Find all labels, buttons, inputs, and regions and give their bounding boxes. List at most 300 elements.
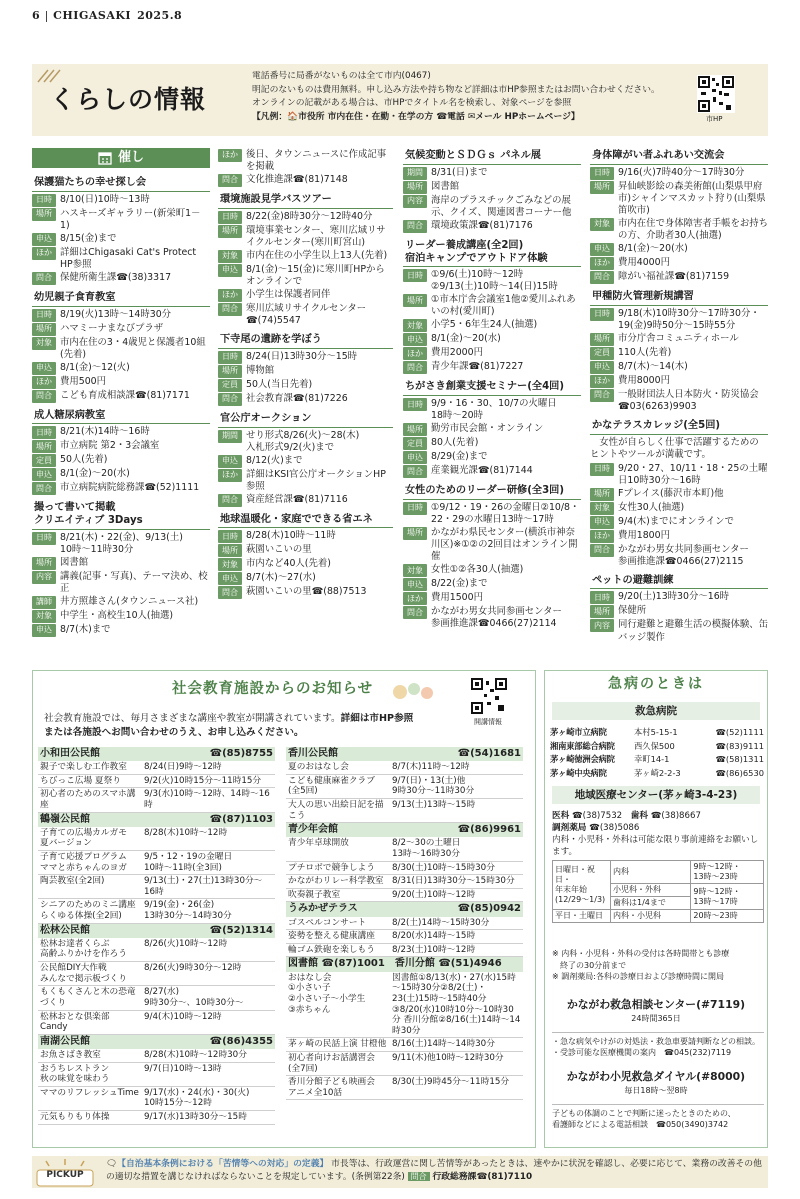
program-row bbox=[38, 1086, 275, 1110]
consult-center-text: ・急な病気やけがの対処法・救急車要請判断などの相談。 ・受診可能な医療機関の案内 ☎045(232)7119 bbox=[552, 1032, 764, 1058]
detail-tag: 日時 bbox=[590, 167, 614, 180]
program-name: ママのリフレッシュTime bbox=[38, 1086, 142, 1110]
detail-tag: 場所 bbox=[32, 557, 56, 570]
event-detail-row bbox=[218, 303, 393, 327]
hospital-name: 茅ヶ崎市立病院 bbox=[550, 727, 607, 738]
program-schedule: 8/26(火)10時～12時 bbox=[142, 938, 275, 962]
program-schedule: 8/26(火)9時30分～12時 bbox=[142, 962, 275, 986]
detail-tag: 場所 bbox=[218, 365, 242, 378]
event-detail-row bbox=[590, 488, 768, 501]
hours-cell: 9時～12時・ 13時～17時 bbox=[691, 884, 764, 910]
event-detail-row bbox=[32, 362, 210, 375]
detail-value: 8/7(木)～14(木) bbox=[618, 360, 688, 372]
detail-value: 費用500円 bbox=[60, 375, 107, 387]
event-item bbox=[590, 573, 768, 644]
event-title: 環境施設見学バスツアー bbox=[218, 192, 393, 209]
detail-tag: 対象 bbox=[218, 558, 242, 571]
detail-value: 9/20・27、10/11・18・25の土曜日10時30分～16時 bbox=[618, 462, 768, 486]
program-schedule: 8/7(木)11時～12時 bbox=[390, 761, 523, 774]
detail-value: 小学5・6年生24人(抽選) bbox=[431, 319, 538, 331]
detail-tag: 申込 bbox=[590, 361, 614, 374]
detail-value: かながわ男女共同参画センター 参画推進課☎0466(27)2114 bbox=[431, 606, 562, 630]
program-name: 子育ての広場カルガモ 夏バージョン bbox=[38, 827, 142, 851]
detail-value: 一般財団法人日本防火・防災協会 ☎03(6263)9903 bbox=[618, 388, 759, 412]
detail-value: 勤労市民会館・オンライン bbox=[431, 423, 544, 435]
pickup-badge-label: PICKUP bbox=[46, 1170, 84, 1180]
pickup-text bbox=[106, 1158, 766, 1184]
event-title: 幼児親子食育教室 bbox=[32, 290, 210, 307]
detail-value: 8/7(木)まで bbox=[60, 624, 111, 636]
center-note: 内科・小児科・外科は可能な限り事前連絡をお願いします。 bbox=[552, 835, 759, 858]
program-row bbox=[38, 962, 275, 986]
event-detail-row bbox=[403, 398, 581, 422]
facility-phone: ☎(87)1103 bbox=[209, 813, 273, 825]
event-item bbox=[32, 500, 210, 637]
program-schedule: 9/20(土)10時～12時 bbox=[390, 888, 523, 902]
program-row bbox=[286, 917, 523, 930]
detail-value: 9/4(木)までにオンラインで bbox=[618, 515, 734, 527]
program-name: ゴスペルコンサート bbox=[286, 917, 390, 930]
program-name: おはなし会 ①小さい子 ②小さい子～小学生 ③赤ちゃん bbox=[286, 972, 390, 1038]
detail-tag: 申込 bbox=[403, 451, 427, 464]
event-detail-row bbox=[218, 558, 393, 571]
facility-name-cell bbox=[286, 747, 523, 761]
event-title: リーダー養成講座(全2回) 宿泊キャンプでアウトドア体験 bbox=[403, 238, 581, 268]
event-detail-row bbox=[32, 194, 210, 207]
detail-value: 保健所 bbox=[618, 605, 647, 617]
detail-value: 女性30人(抽選) bbox=[618, 501, 685, 513]
program-schedule: 8/24(日)9時～12時 bbox=[142, 761, 275, 774]
detail-tag: ほか bbox=[403, 592, 427, 605]
hours-cell: 20時～23時 bbox=[691, 910, 764, 923]
program-row bbox=[38, 774, 275, 788]
detail-value: 8/1(金)～20(水) bbox=[618, 242, 688, 254]
contact-info: 行政総務課☎(81)7110 bbox=[432, 1172, 533, 1183]
event-detail-row bbox=[218, 586, 393, 599]
detail-tag: 日時 bbox=[32, 426, 56, 439]
detail-value: 50人(先着) bbox=[60, 454, 108, 466]
detail-tag: 申込 bbox=[32, 624, 56, 637]
program-row bbox=[286, 888, 523, 902]
consult-center-title: かながわ救急相談センター(#7119) bbox=[566, 998, 746, 1011]
event-detail-row bbox=[403, 347, 581, 360]
detail-value: 費用4000円 bbox=[618, 256, 670, 268]
detail-value: 8/19(火)13時～14時30分 bbox=[60, 308, 172, 320]
event-detail-row bbox=[590, 347, 768, 360]
detail-tag: 申込 bbox=[32, 468, 56, 481]
program-row bbox=[286, 930, 523, 944]
event-item bbox=[403, 148, 581, 233]
event-detail-row bbox=[32, 571, 210, 595]
program-row bbox=[38, 1062, 275, 1086]
program-row bbox=[38, 899, 275, 923]
event-detail-row bbox=[403, 269, 581, 293]
consult-center-hours: 24時間365日 bbox=[631, 1014, 681, 1023]
detail-tag: 問合 bbox=[32, 390, 56, 403]
program-row bbox=[38, 1049, 275, 1062]
contact-tag: 問合 bbox=[408, 1172, 430, 1181]
detail-value: 8/29(金)まで bbox=[431, 451, 488, 463]
program-row bbox=[286, 774, 523, 798]
event-detail-row bbox=[403, 527, 581, 563]
intro-instruction: または各施設へお問い合わせのうえ、お申し込みください。 bbox=[44, 726, 304, 738]
hospital-row bbox=[550, 740, 764, 754]
category-header bbox=[32, 148, 210, 168]
event-detail-row bbox=[403, 592, 581, 605]
weekday-cell: 平日・土曜日 bbox=[553, 910, 611, 923]
hospital-phone: ☎(86)6530 bbox=[715, 767, 764, 778]
detail-value: Fプレイス(藤沢市本町)他 bbox=[618, 487, 724, 499]
header-divider bbox=[46, 11, 47, 22]
event-detail-row bbox=[218, 393, 393, 406]
detail-value: 文化推進課☎(81)7148 bbox=[246, 174, 348, 186]
facility-header-row bbox=[286, 902, 523, 917]
detail-tag: 対象 bbox=[403, 564, 427, 577]
qr-code-icon[interactable] bbox=[470, 677, 508, 715]
event-detail-row bbox=[218, 211, 393, 224]
detail-tag: 申込 bbox=[218, 455, 242, 468]
medical-phone: ☎(38)7532 bbox=[571, 811, 623, 821]
program-name: おうちレストラン 秋の味覚を味わう bbox=[38, 1062, 142, 1086]
detail-tag: 問合 bbox=[590, 544, 614, 557]
program-schedule: 8/2～30の土曜日 13時～16時30分 bbox=[390, 837, 523, 861]
detail-tag: 日時 bbox=[32, 309, 56, 322]
hospital-list bbox=[550, 726, 764, 780]
event-detail-row bbox=[590, 257, 768, 270]
event-detail-row bbox=[32, 454, 210, 467]
event-detail-row bbox=[590, 333, 768, 346]
detail-value: ①市本庁舎会議室1他②愛川ふれあいの村(愛川町) bbox=[431, 294, 576, 318]
detail-value: 同行避難と避難生活の模擬体験、缶バッジ製作 bbox=[618, 619, 769, 643]
pediatric-dial-title: かながわ小児救急ダイヤル(#8000) bbox=[566, 1070, 746, 1083]
event-detail-row bbox=[32, 596, 210, 609]
detail-tag: 問合 bbox=[32, 272, 56, 285]
detail-tag: 定員 bbox=[403, 437, 427, 450]
detail-tag: 申込 bbox=[403, 578, 427, 591]
detail-value: 保健所衛生課☎(38)3317 bbox=[60, 271, 172, 283]
header-note: 電話番号に局番がないものは全て市内(0467) bbox=[252, 71, 431, 81]
event-title: 成人糖尿病教室 bbox=[32, 408, 210, 425]
facility-phone: ☎(87)1001 bbox=[321, 958, 385, 970]
detail-value: 9/9・16・30、10/7の火曜日 18時～20時 bbox=[431, 398, 557, 422]
detail-tag: 場所 bbox=[218, 544, 242, 557]
event-detail-row bbox=[403, 294, 581, 318]
event-detail-row bbox=[218, 572, 393, 585]
event-title: 甲種防火管理新規講習 bbox=[590, 289, 768, 306]
hospital-row bbox=[550, 726, 764, 740]
detail-value: 市内在住の3・4歳児と保護者10組(先着) bbox=[60, 336, 206, 360]
detail-tag: 問合 bbox=[590, 271, 614, 284]
event-detail-row bbox=[403, 319, 581, 332]
detail-tag: 日時 bbox=[218, 530, 242, 543]
holiday-cell: 日曜日・祝日・ 年末年始 (12/29～1/3) bbox=[553, 861, 611, 910]
event-title: 地球温暖化・家庭でできる省エネ bbox=[218, 512, 393, 529]
facility-name: うみかぜテラス bbox=[288, 903, 358, 915]
facility-phone: ☎(54)1681 bbox=[457, 748, 521, 759]
event-detail-row bbox=[218, 264, 393, 288]
qr-code-icon[interactable] bbox=[697, 75, 735, 113]
event-title: 身体障がい者ふれあい交流会 bbox=[590, 148, 768, 165]
event-detail-row bbox=[218, 494, 393, 507]
facility-header-row bbox=[286, 957, 523, 972]
program-schedule: 図書館①8/13(水)・27(水)15時～15時30分②8/2(土)・23(土)15時～15時40分③8/20(水)10時10分～10時30分 香川分館②8/16(土)14時～14時30分 bbox=[390, 972, 523, 1038]
detail-tag: 日時 bbox=[32, 194, 56, 207]
detail-tag: 内容 bbox=[403, 195, 427, 208]
program-schedule: 9/2(火)10時15分～11時15分 bbox=[142, 774, 275, 788]
detail-tag: 申込 bbox=[403, 333, 427, 346]
event-detail-row bbox=[403, 465, 581, 478]
detail-tag: 場所 bbox=[218, 225, 242, 238]
event-detail-row bbox=[32, 482, 210, 495]
column-3 bbox=[403, 148, 581, 635]
facility-name-cell bbox=[286, 823, 523, 838]
program-schedule: 8/30(土)10時～15時30分 bbox=[390, 861, 523, 875]
detail-value: 後日、タウンニュースに作成記事を掲載 bbox=[246, 149, 387, 173]
calendar-icon bbox=[98, 151, 112, 165]
detail-value: 8/10(日)10時～13時 bbox=[60, 193, 150, 205]
program-schedule: 9/4(木)10時～12時 bbox=[142, 1010, 275, 1034]
program-schedule: 8/20(水)14時～15時 bbox=[390, 930, 523, 944]
detail-tag: 対象 bbox=[590, 502, 614, 515]
education-intro bbox=[44, 712, 464, 740]
detail-value: 障がい福祉課☎(81)7159 bbox=[618, 270, 730, 282]
detail-tag: 日時 bbox=[403, 269, 427, 282]
detail-value: 8/1(金)～20(水) bbox=[60, 468, 130, 480]
program-schedule: 9/7(日)・13(土)他 9時30分～11時30分 bbox=[390, 774, 523, 798]
program-name: 青少年卓球開放 bbox=[286, 837, 390, 861]
clinic-hours-table bbox=[552, 860, 764, 923]
detail-tag: ほか bbox=[590, 530, 614, 543]
event-detail-row bbox=[32, 468, 210, 481]
facility-name: 鶴嶺公民館 bbox=[40, 813, 90, 825]
program-schedule: 9/7(日)10時～13時 bbox=[142, 1062, 275, 1086]
event-detail-row bbox=[403, 564, 581, 577]
event-detail-row bbox=[590, 375, 768, 388]
event-detail-row bbox=[403, 167, 581, 180]
event-detail-row bbox=[403, 502, 581, 526]
detail-value: 昇仙峡影絵の森美術館(山梨県甲府市)シャインマスカット狩り(山梨県笛吹市) bbox=[618, 180, 766, 216]
detail-tag: 対象 bbox=[32, 337, 56, 350]
event-detail-row bbox=[32, 532, 210, 556]
event-detail-row bbox=[403, 578, 581, 591]
detail-value: 図書館 bbox=[431, 180, 460, 192]
event-item bbox=[218, 332, 393, 406]
pediatric-dial-hours: 毎日18時～翌8時 bbox=[624, 1086, 688, 1095]
detail-tag: 場所 bbox=[403, 527, 427, 540]
program-schedule: 8/31(日)13時30分～15時30分 bbox=[390, 875, 523, 889]
event-detail-row bbox=[590, 463, 768, 487]
hospital-name: 湘南東部総合病院 bbox=[550, 740, 615, 751]
program-row bbox=[38, 851, 275, 875]
medical-center-header: 地域医療センター(茅ヶ崎3-4-23) bbox=[552, 786, 760, 804]
pediatric-dial-text: 子どもの体調のことで判断に迷ったときのための、 看護師などによる電話相談 ☎050(3490)3742 bbox=[552, 1104, 764, 1130]
event-detail-row bbox=[32, 610, 210, 623]
facility-table-left bbox=[38, 747, 275, 1125]
detail-value: 8/22(金)まで bbox=[431, 578, 488, 590]
program-row bbox=[38, 788, 275, 812]
detail-tag: 問合 bbox=[590, 389, 614, 402]
hospital-row bbox=[550, 753, 764, 767]
detail-tag: ほか bbox=[32, 247, 56, 260]
detail-value: 中学生・高校生10人(抽選) bbox=[60, 610, 173, 622]
detail-tag: 問合 bbox=[218, 586, 242, 599]
facility-table-right bbox=[286, 747, 523, 1100]
hospital-phone: ☎(58)1311 bbox=[715, 754, 764, 765]
program-row bbox=[286, 972, 523, 1038]
detail-value: 費用2000円 bbox=[431, 347, 483, 359]
program-name: 初心者のためのスマホ講座 bbox=[38, 788, 142, 812]
detail-tag: 定員 bbox=[32, 454, 56, 467]
detail-value: 市立病院 第2・3会議室 bbox=[60, 440, 160, 452]
facility-header-row bbox=[38, 923, 275, 938]
pickup-headline: 【自治基本条例における「苦情等への対応」の定義】 bbox=[117, 1159, 329, 1169]
dept-cell: 小児科・外科 bbox=[611, 884, 691, 897]
detail-tag: 問合 bbox=[218, 303, 242, 316]
event-detail-row bbox=[403, 195, 581, 219]
program-row bbox=[38, 1110, 275, 1124]
event-detail-row bbox=[403, 361, 581, 374]
detail-tag: 問合 bbox=[403, 220, 427, 233]
program-row bbox=[38, 761, 275, 774]
program-row bbox=[286, 837, 523, 861]
event-detail-row bbox=[32, 426, 210, 439]
event-title: 女性のためのリーダー研修(全3回) bbox=[403, 483, 581, 500]
program-schedule: 9/13(土)・27(土)13時30分～16時 bbox=[142, 875, 275, 899]
program-row bbox=[286, 861, 523, 875]
program-name: かながわリレー科学教室 bbox=[286, 875, 390, 889]
medical-center-info bbox=[552, 810, 764, 858]
header-note: 明記のないものは費用無料。申し込み方法や持ち物など詳細は市HP参照またはお問い合わせください。 bbox=[252, 84, 660, 95]
detail-value: 9/16(火)7時40分～17時30分 bbox=[618, 166, 745, 178]
event-item bbox=[218, 512, 393, 600]
detail-value: せり形式8/26(火)～28(木) 入札形式9/2(火)まで bbox=[246, 429, 360, 453]
detail-value: 講義(記事・写真)、テーマ決め、校正 bbox=[60, 571, 208, 595]
detail-tag: 定員 bbox=[218, 379, 242, 392]
event-item bbox=[218, 192, 393, 327]
event-detail-row bbox=[590, 308, 768, 332]
program-name: プチロボで競争しよう bbox=[286, 861, 390, 875]
program-row bbox=[286, 943, 523, 957]
detail-value: 市内など40人(先着) bbox=[246, 558, 331, 570]
detail-tag: 内容 bbox=[590, 619, 614, 632]
detail-tag: 対象 bbox=[218, 250, 242, 263]
facility-name: 小和田公民館 bbox=[40, 748, 100, 759]
facility-name: 香川分館 bbox=[394, 958, 435, 970]
qr-label: 市HP bbox=[706, 115, 723, 123]
program-name: 姿勢を整える健康講座 bbox=[286, 930, 390, 944]
program-schedule: 9/13(土)13時～15時 bbox=[390, 799, 523, 823]
detail-tag: 対象 bbox=[590, 218, 614, 231]
facility-phone: ☎(51)4946 bbox=[438, 958, 502, 970]
event-detail-row bbox=[218, 289, 393, 302]
event-title: 撮って書いて掲載 クリエイティブ 3Days bbox=[32, 500, 210, 530]
detail-value: 8/21(木)・22(金)、9/13(土) 10時～11時30分 bbox=[60, 531, 183, 555]
detail-tag: 問合 bbox=[218, 494, 242, 507]
medical-label: 医科 bbox=[552, 811, 570, 821]
event-detail-row bbox=[32, 233, 210, 246]
event-title: 下寺尾の遺跡を学ぼう bbox=[218, 332, 393, 349]
detail-value: 図書館 bbox=[60, 557, 89, 568]
dept-cell: 歯科は1/4まで bbox=[611, 897, 691, 910]
detail-value: ハマミーナまなびプラザ bbox=[60, 322, 164, 334]
program-schedule: 8/28(木)10時～12時 bbox=[142, 827, 275, 851]
program-row bbox=[286, 799, 523, 823]
program-row bbox=[38, 1010, 275, 1034]
detail-tag: 問合 bbox=[218, 174, 242, 187]
detail-value: 80人(先着) bbox=[431, 437, 479, 449]
program-schedule: 9/3(水)10時～12時、14時～16時 bbox=[142, 788, 275, 812]
event-detail-row bbox=[590, 502, 768, 515]
detail-value: 8/7(木)～27(水) bbox=[246, 572, 316, 584]
pharmacy-label: 調剤薬局 bbox=[552, 823, 587, 834]
page-number: 6 bbox=[32, 8, 41, 22]
program-name: 夏のおはなし会 bbox=[286, 761, 390, 774]
event-title: 保護猫たちの幸せ探し会 bbox=[32, 175, 210, 192]
event-detail-row bbox=[590, 591, 768, 604]
detail-tag: 日時 bbox=[590, 591, 614, 604]
event-detail-row bbox=[218, 225, 393, 249]
event-title: かなテラスカレッジ(全5回) bbox=[590, 418, 768, 435]
facility-phone: ☎(85)8755 bbox=[209, 748, 273, 759]
detail-tag: 場所 bbox=[590, 333, 614, 346]
program-row bbox=[38, 827, 275, 851]
event-detail-row bbox=[590, 605, 768, 618]
event-detail-row bbox=[590, 530, 768, 543]
dental-phone: ☎(38)8667 bbox=[650, 811, 701, 821]
event-title: 気候変動とＳＤＧｓ パネル展 bbox=[403, 148, 581, 165]
detail-value: 費用1800円 bbox=[618, 529, 670, 541]
decorative-lines-icon bbox=[36, 68, 70, 84]
detail-tag: 場所 bbox=[32, 323, 56, 336]
detail-value: 井方照雄さん(タウンニュース社) bbox=[60, 596, 199, 608]
event-detail-row bbox=[403, 181, 581, 194]
hospital-address: 本村5-15-1 bbox=[634, 727, 678, 738]
program-schedule: 8/30(土)9時45分～11時15分 bbox=[390, 1076, 523, 1100]
detail-tag: 期間 bbox=[403, 167, 427, 180]
program-row bbox=[286, 1038, 523, 1052]
program-schedule: 9/5・12・19の金曜日 10時～11時(全3回) bbox=[142, 851, 275, 875]
dental-label: 歯科 bbox=[630, 811, 648, 821]
detail-value: かながわ男女共同参画センター 参画推進課☎0466(27)2115 bbox=[618, 543, 749, 567]
program-name: シニアのためのミニ講座 らくゆる体操(全2回) bbox=[38, 899, 142, 923]
detail-tag: 日時 bbox=[32, 532, 56, 545]
facility-phone: ☎(85)0942 bbox=[457, 903, 521, 915]
event-detail-row bbox=[218, 544, 393, 557]
detail-tag: ほか bbox=[590, 375, 614, 388]
header-notes bbox=[252, 70, 722, 125]
event-detail-row bbox=[403, 423, 581, 436]
facility-phone: ☎(86)4355 bbox=[209, 1035, 273, 1047]
event-detail-row bbox=[590, 218, 768, 242]
hospital-address: 西久保500 bbox=[634, 740, 675, 751]
event-detail-row bbox=[218, 530, 393, 543]
detail-tag: 問合 bbox=[32, 482, 56, 495]
detail-value: 9/20(土)13時30分～16時 bbox=[618, 591, 730, 603]
intro-text: 社会教育施設では、毎月さまざまな講座や教室が開講されています。 bbox=[44, 713, 341, 724]
detail-value: 産業観光課☎(81)7144 bbox=[431, 465, 533, 477]
detail-tag: 場所 bbox=[590, 488, 614, 501]
detail-tag: 場所 bbox=[32, 208, 56, 221]
detail-value: 資産経営課☎(81)7116 bbox=[246, 493, 348, 505]
detail-value: 海岸のプラスチックごみなどの展示、クイズ、関連図書コーナー他 bbox=[431, 194, 572, 218]
detail-tag: 日時 bbox=[590, 308, 614, 321]
hospital-name: 茅ヶ崎徳洲会病院 bbox=[550, 754, 615, 765]
hours-cell: 9時～12時・ 13時～23時 bbox=[691, 861, 764, 884]
program-row bbox=[38, 986, 275, 1010]
program-name: 輪ゴム鉄砲を楽しもう bbox=[286, 943, 390, 957]
event-detail-row bbox=[590, 243, 768, 256]
event-detail-row bbox=[403, 606, 581, 630]
